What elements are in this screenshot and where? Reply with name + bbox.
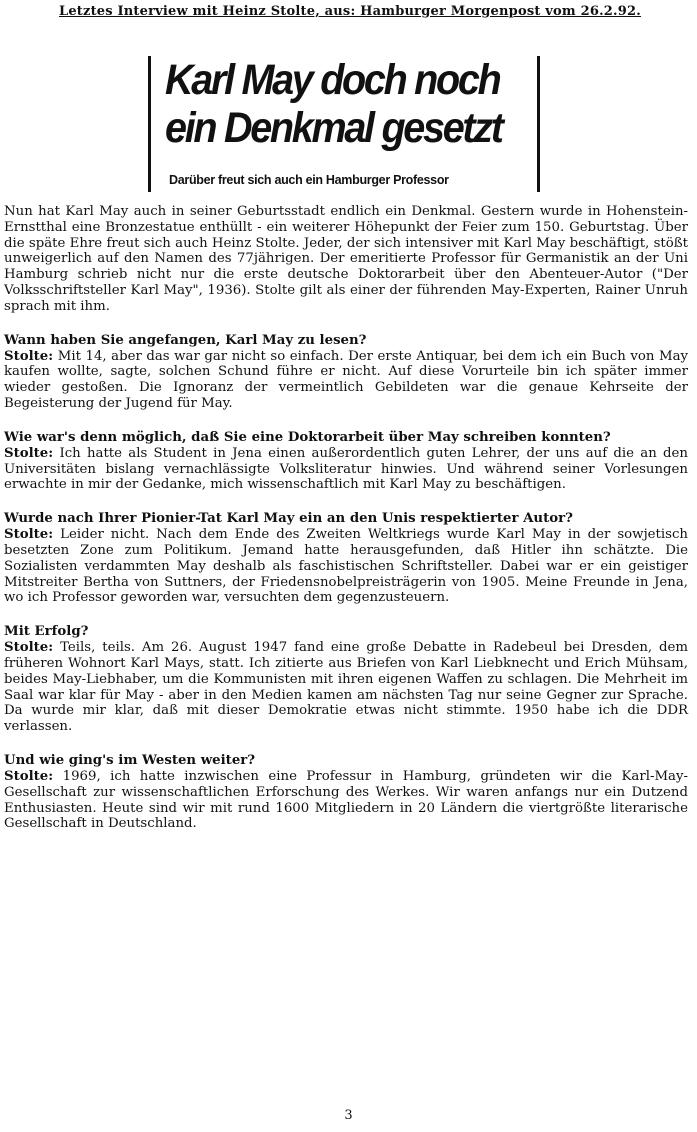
speaker-label: Stolte: [4,768,54,784]
question-3: Wurde nach Ihrer Pionier-Tat Karl May ein an den Unis respektierter Autor? [4,511,573,527]
answer-1 [4,349,688,412]
subheadline: Darüber freut sich auch ein Hamburger Professor [169,173,449,187]
headline-line-2: ein Denkmal gesetzt [165,104,502,152]
answer-4 [4,640,688,735]
page-number: 3 [344,1108,353,1123]
source-line: Letztes Interview mit Heinz Stolte, aus: Hamburger Morgenpost vom 26.2.92. [58,4,641,19]
answer-text: Teils, teils. Am 26. August 1947 fand eine große Debatte in Radebeul bei Dresden, dem früheren Wohnort Karl Mays, statt. Ich zitierte aus Briefen von Karl Liebknecht und Erich Mühsam, beides May-Liebhaber, um die Kommunisten mit ihren eigenen Waffen zu schlagen. Die Mehrheit im Saal war klar für May - aber in den Medien kamen am nächsten Tag nur seine Gegner zur Sprache. Da wurde mir klar, daß mit dieser Demokratie etwas nicht stimmte. 1950 habe ich die DDR verlassen. [4,640,688,735]
answer-3 [4,527,688,606]
answer-text: Leider nicht. Nach dem Ende des Zweiten Weltkriegs wurde Karl May in der sowjetisch besetzten Zone zum Politikum. Jemand hatte herausgefunden, daß Hitler ihn schätzte. Die Sozialisten verdammten May deshalb als faschistischen Schriftsteller. Dabei war er ein geistiger Mitstreiter Bertha von Suttners, der Friedensnobelpreisträgerin von 1905. Meine Freunde in Jena, wo ich Professor geworden war, versuchten dem gegenzusteuern. [4,527,688,606]
speaker-label: Stolte: [4,445,54,461]
headline-line-1: Karl May doch noch [165,56,500,104]
question-4: Mit Erfolg? [4,624,89,640]
answer-text: Ich hatte als Student in Jena einen außerordentlich guten Lehrer, der uns auf die an den Universitäten bislang vernachlässigte Volksliteratur hinwies. Und während seiner Vorlesungen erwachte in mir der Gedanke, mich wissenschaftlich mit Karl May zu beschäftigen. [4,445,688,493]
answer-2 [4,446,688,493]
speaker-label: Stolte: [4,348,54,364]
question-1: Wann haben Sie angefangen, Karl May zu lesen? [4,332,367,348]
answer-text: 1969, ich hatte inzwischen eine Professur in Hamburg, gründeten wir die Karl-May-Gesellschaft zur wissenschaftlichen Erforschung des Werkes. Wir waren anfangs nur ein Dutzend Enthusiasten. Heute sind wir mit rund 1600 Mitgliedern in 20 Ländern die viertgrößte literarische Gesellschaft in Deutschland. [4,768,688,832]
intro-paragraph: Nun hat Karl May auch in seiner Geburtsstadt endlich ein Denkmal. Gestern wurde in Hohenstein-Ernstthal eine Bronzestatue enthüllt - ein weiterer Höhepunkt der Feier zum 150. Geburtstag. Über die späte Ehre freut sich auch Heinz Stolte. Jeder, der sich intensiver mit Karl May beschäftigt, stößt unweigerlich auf den Namen des 77jährigen. Der emeritierte Professor für Germanistik an der Uni Hamburg schrieb nicht nur die erste deutsche Doktorarbeit über den Abenteuer-Autor ("Der Volksschriftsteller Karl May", 1936). Stolte gilt als einer der führenden May-Experten, Rainer Unruh sprach mit ihm. [4,204,688,314]
headline [165,56,505,152]
speaker-label: Stolte: [4,527,54,543]
question-2: Wie war's denn möglich, daß Sie eine Doktorarbeit über May schreiben konnten? [4,429,611,445]
article-body [4,204,688,850]
headline-box [148,56,540,192]
answer-5 [4,769,688,832]
question-5: Und wie ging's im Westen weiter? [4,752,256,768]
speaker-label: Stolte: [4,640,54,656]
answer-text: Mit 14, aber das war gar nicht so einfach. Der erste Antiquar, bei dem ich ein Buch von May kaufen wollte, sagte, solchen Schund führe er nicht. Auf diese Vorurteile bin ich später immer wieder gestoßen. Die Ignoranz der vermeintlich Gebildeten war die genaue Kehrseite der Begeisterung der Jugend für May. [4,348,689,411]
